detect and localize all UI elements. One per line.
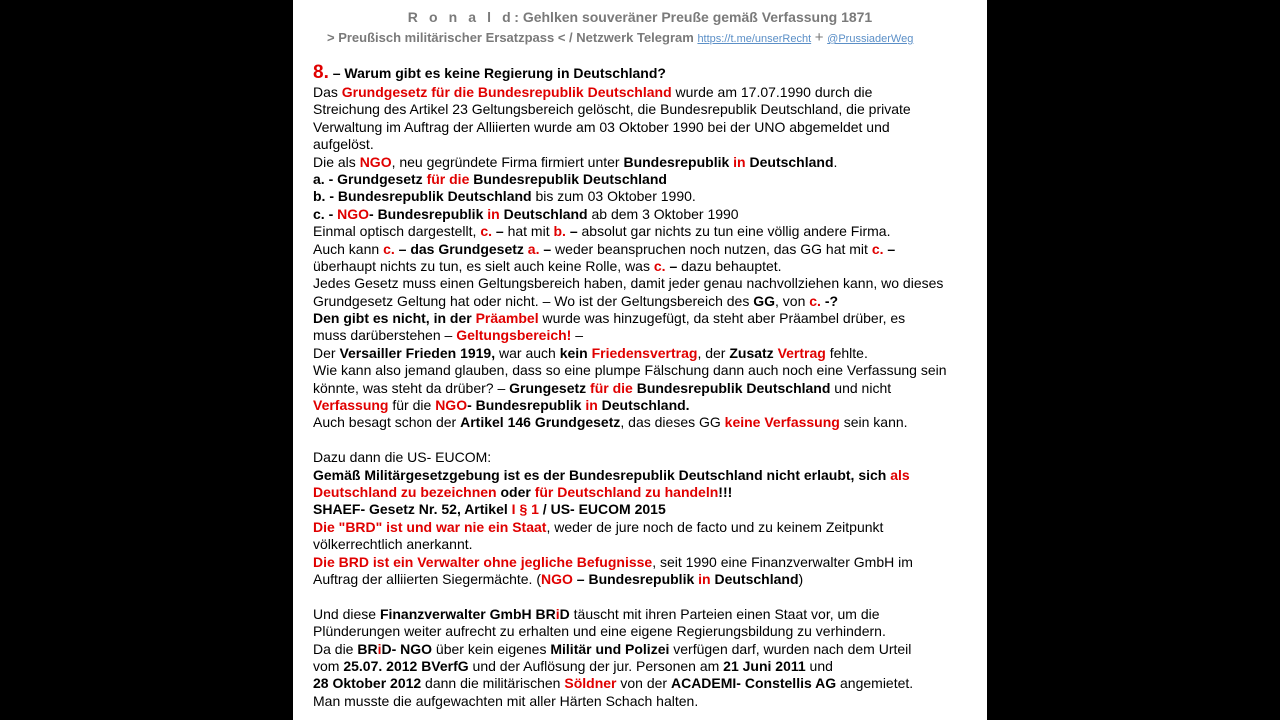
text-line [313, 101, 981, 118]
text-run: Grundgesetz Geltung hat oder nicht. – Wo ist der Geltungsbereich des [313, 292, 754, 309]
text-run: Die als [313, 153, 360, 170]
text-run: für die [388, 397, 436, 414]
blank-line [313, 432, 981, 449]
text-run: , weder de jure noch de facto und zu keinem Zeitpunkt [546, 518, 884, 535]
text-run: über kein eigenes [432, 640, 551, 657]
bold-text: kein [559, 344, 592, 361]
text-line [313, 241, 981, 258]
text-line [313, 536, 981, 553]
text-line [313, 345, 981, 362]
highlighted-text: für die [590, 379, 633, 396]
highlighted-text: b. [553, 223, 566, 240]
bold-text: SHAEF- Gesetz Nr. 52, Artikel [313, 501, 512, 518]
bold-text: Deutschland [499, 205, 588, 222]
text-line [313, 223, 981, 240]
bold-text: c. - [313, 205, 338, 222]
text-line [313, 397, 981, 414]
text-run: , seit 1990 eine Finanzverwalter GmbH im [652, 553, 913, 570]
bold-text: 21 Juni 2011 [723, 657, 806, 674]
section-title: – Warum gibt es keine Regierung in Deutschland? [328, 65, 666, 81]
text-run: von der [616, 675, 671, 692]
bold-text: -? [820, 292, 839, 309]
bold-text: D- NGO [381, 640, 433, 657]
text-line [313, 362, 981, 379]
bold-text: !!! [718, 483, 733, 500]
bold-text: Den gibt es nicht, in der [313, 310, 476, 327]
bold-text: Bundesrepublik Deutschland [469, 170, 667, 187]
text-line [313, 606, 981, 623]
highlighted-text: NGO [337, 205, 370, 222]
text-line [313, 519, 981, 536]
highlighted-text: in [487, 205, 500, 222]
text-run: verfügen darf, wurden nach dem Urteil [669, 640, 912, 657]
text-run: Auch kann [313, 240, 384, 257]
bold-text: Gemäß Militärgesetzgebung ist es der Bundesrepublik Deutschland nicht erlaubt, sich [313, 466, 891, 483]
text-run: hat mit [503, 223, 554, 240]
text-run: weder beanspruchen noch nutzen, das GG hat mit [551, 240, 872, 257]
bold-text: Deutschland. [597, 397, 690, 414]
highlighted-text: in [585, 397, 598, 414]
text-run: , von [775, 292, 810, 309]
highlighted-text: c. [480, 223, 492, 240]
text-line [313, 641, 981, 658]
highlighted-text: Vertrag [777, 344, 826, 361]
highlighted-text: Die BRD ist ein Verwalter ohne jegliche Befugnisse [313, 553, 653, 570]
text-run: bis zum 03 Oktober 1990. [531, 188, 696, 205]
text-line [313, 293, 981, 310]
text-run: muss darüberstehen – [313, 327, 457, 344]
text-run: ab dem 3 Oktober 1990 [587, 205, 739, 222]
plus-sign: + [814, 29, 824, 46]
bold-text: Deutschland [710, 570, 799, 587]
highlighted-text: Söldner [564, 675, 617, 692]
text-line [313, 484, 981, 501]
highlighted-text: für die [426, 170, 470, 187]
text-run: Einmal optisch dargestellt, [313, 223, 481, 240]
text-line [313, 206, 981, 223]
text-run: Verwaltung im Auftrag der Alliierten wurde am 03 Oktober 1990 bei der UNO abgemeldet und [313, 118, 890, 135]
text-run: wurde am 17.07.1990 durch die [671, 84, 873, 100]
text-run: angemietet. [836, 675, 914, 692]
document-body [313, 62, 981, 710]
bold-text: Militär und Polizei [550, 640, 670, 657]
highlighted-text: in [733, 153, 746, 170]
text-line [313, 449, 981, 466]
highlighted-text: c. [871, 240, 884, 257]
bold-text: oder [496, 483, 535, 500]
text-run: Plünderungen weiter aufrecht zu erhalten und eine eigene Regierungsbildung zu verhindern. [313, 623, 886, 640]
bold-text: / US- EUCOM 2015 [538, 501, 666, 518]
text-run: war auch [495, 344, 560, 361]
highlighted-text: NGO [359, 153, 392, 170]
text-line [313, 467, 981, 484]
text-run: fehlte. [825, 344, 868, 361]
highlighted-text: in [698, 570, 711, 587]
highlighted-text: Geltungsbereich! [456, 327, 572, 344]
text-run: dazu behauptet. [677, 257, 782, 274]
bold-text: Bundesrepublik [623, 153, 734, 170]
text-line [313, 380, 981, 397]
text-run: könnte, was steht da drüber? – [313, 379, 510, 396]
bold-text: Zusatz [729, 344, 778, 361]
text-line [313, 693, 981, 710]
text-line [313, 310, 981, 327]
highlighted-text: Grundgesetz für die Bundesrepublik Deutschland [341, 84, 672, 100]
highlighted-text: i [377, 640, 382, 657]
bold-text: – [539, 240, 552, 257]
text-run: vom [313, 657, 344, 674]
text-run: absolut gar nichts zu tun eine völlig andere Firma. [577, 223, 891, 240]
text-run: Streichung des Artikel 23 Geltungsbereich gelöscht, die Bundesrepublik Deutschland, die private [313, 101, 911, 118]
bold-text: b. - Bundesrepublik Deutschland [313, 188, 532, 205]
section-heading [313, 62, 981, 84]
bold-text: 28 Oktober 2012 [313, 675, 422, 692]
bold-text: Bundesrepublik Deutschland [632, 379, 831, 396]
section-number: 8. [313, 62, 329, 83]
text-run: Dazu dann die US- EUCOM: [313, 449, 492, 466]
author-name: R o n a l d [407, 9, 515, 25]
blank-line [313, 588, 981, 605]
text-line [313, 623, 981, 640]
bold-text: D [559, 605, 570, 622]
text-run: und [805, 657, 833, 674]
text-line [313, 675, 981, 692]
highlighted-text: für Deutschland zu handeln [534, 483, 719, 500]
bold-text: BR [357, 640, 378, 657]
text-run: und der Auflösung der jur. Personen am [468, 657, 724, 674]
text-run: Da die [313, 640, 358, 657]
bold-text: Deutschland [745, 153, 834, 170]
bold-text: – [492, 223, 504, 240]
text-line [313, 554, 981, 571]
text-line [313, 258, 981, 275]
bold-text: Versailler Frieden 1919, [339, 344, 496, 361]
text-line [313, 571, 981, 588]
text-run: wurde was hinzugefügt, da steht aber Präambel drüber, es [538, 310, 906, 327]
text-run: Wie kann also jemand glauben, dass so eine plumpe Fälschung dann auch noch eine Verfassung sein [313, 362, 947, 379]
highlighted-text: Verfassung [313, 397, 389, 414]
text-run: aufgelöst. [313, 136, 374, 153]
highlighted-text: c. [809, 292, 821, 309]
text-run: Jedes Gesetz muss einen Geltungsbereich haben, damit jeder genau nachvollziehen kann, wo dieses [313, 275, 944, 292]
text-run: Das [313, 84, 342, 100]
header-title-text: : Gehlken souveräner Preuße gemäß Verfassung 1871 [514, 9, 873, 25]
text-run: Auch besagt schon der [313, 414, 461, 431]
text-run: überhaupt nichts zu tun, es sielt auch keine Rolle, was [313, 257, 654, 274]
text-run: Man musste die aufgewachten mit aller Härten Schach halten. [313, 692, 699, 709]
text-run: und nicht [830, 379, 892, 396]
text-line [313, 501, 981, 518]
text-run: . [833, 153, 838, 170]
text-line [313, 154, 981, 171]
bold-text: Finanzverwalter GmbH BR [379, 605, 556, 622]
highlighted-text: a. [527, 240, 540, 257]
text-run: ) [798, 570, 804, 587]
bold-text: ACADEMI- Constellis AG [670, 675, 837, 692]
highlighted-text: NGO [541, 570, 573, 587]
text-line [313, 136, 981, 153]
text-line [313, 84, 981, 101]
text-line [313, 658, 981, 675]
highlighted-text: Friedensvertrag [591, 344, 698, 361]
highlighted-text: c. [383, 240, 395, 257]
text-run: , das dieses GG [620, 414, 725, 431]
telegram-handle-link[interactable]: @PrussiaderWeg [827, 33, 914, 45]
subtitle-text: > Preußisch militärischer Ersatzpass < / Netzwerk Telegram [327, 30, 698, 45]
text-line [313, 327, 981, 344]
text-run: völkerrechtlich anerkannt. [313, 536, 473, 553]
highlighted-text: I § 1 [511, 501, 539, 518]
highlighted-text: Präambel [475, 310, 539, 327]
bold-text: a. - Grundgesetz [313, 170, 427, 187]
text-run: , der [697, 344, 730, 361]
highlighted-text: als [890, 466, 910, 483]
text-run: Auftrag der alliierten Siegermächte. ( [313, 570, 541, 587]
bold-text: Grungesetz [509, 379, 591, 396]
text-run: dann die militärischen [421, 675, 565, 692]
highlighted-text: i [555, 605, 560, 622]
highlighted-text: Die "BRD" ist und war nie ein Staat [313, 518, 547, 535]
document-page [293, 0, 987, 720]
bold-text: 25.07. 2012 BVerfG [343, 657, 469, 674]
highlighted-text: c. [653, 257, 666, 274]
text-run: sein kann. [839, 414, 908, 431]
bold-text: – [565, 223, 578, 240]
text-run: – [571, 327, 584, 344]
bold-text: – [883, 240, 896, 257]
bold-text: Artikel 146 Grundgesetz [460, 414, 621, 431]
text-line [313, 414, 981, 431]
bold-text: GG [753, 292, 775, 309]
text-run: Der [313, 344, 340, 361]
text-run: Und diese [313, 605, 380, 622]
bold-text: – Bundesrepublik [572, 570, 699, 587]
highlighted-text: keine Verfassung [724, 414, 840, 431]
bold-text: - Bundesrepublik [467, 397, 586, 414]
bold-text: – [665, 257, 678, 274]
document-header-title [293, 9, 987, 25]
text-run: , neu gegründete Firma firmiert unter [391, 153, 624, 170]
telegram-link[interactable]: https://t.me/unserRecht [697, 33, 812, 45]
highlighted-text: Deutschland zu bezeichnen [313, 483, 497, 500]
highlighted-text: NGO [435, 397, 468, 414]
document-header-subtitle [327, 29, 913, 46]
text-line [313, 119, 981, 136]
text-line [313, 275, 981, 292]
text-line [313, 171, 981, 188]
text-run: täuscht mit ihren Parteien einen Staat vor, um die [569, 605, 880, 622]
bold-text: – das Grundgesetz [394, 240, 528, 257]
bold-text: - Bundesrepublik [369, 205, 488, 222]
text-line [313, 188, 981, 205]
